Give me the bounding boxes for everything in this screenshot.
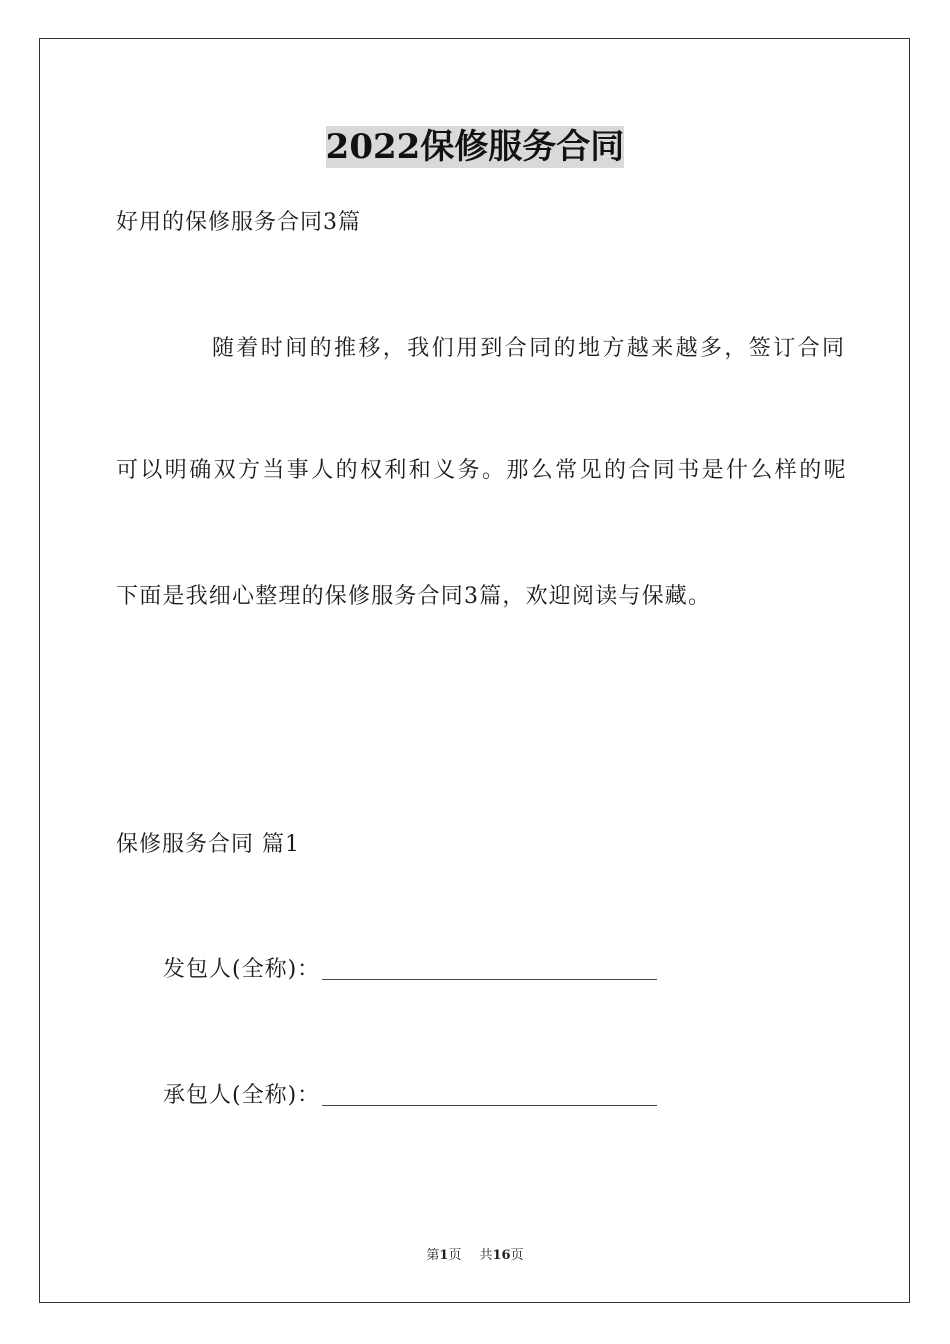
- field-contractor-label: 承包人(全称)：: [163, 1083, 321, 1108]
- document-title: 2022保修服务合同: [325, 127, 625, 167]
- footer-page-total: 16: [492, 1248, 511, 1263]
- footer-page-prefix: 第: [426, 1248, 440, 1263]
- field-employer-label: 发包人(全称)：: [163, 957, 321, 982]
- page-footer: [0, 1247, 950, 1265]
- section-heading: 保修服务合同 篇1: [116, 832, 300, 857]
- intro-line-1: 随着时间的推移，我们用到合同的地方越来越多，签订合同: [212, 336, 847, 361]
- field-contractor: [163, 1081, 657, 1111]
- footer-page-suffix: 页: [448, 1248, 462, 1263]
- footer-page-current: 1: [439, 1248, 449, 1263]
- document-subtitle: 好用的保修服务合同3篇: [116, 210, 361, 235]
- intro-line-2: 可以明确双方当事人的权利和义务。那么常见的合同书是什么样的呢: [116, 458, 849, 483]
- field-employer: [163, 955, 657, 985]
- intro-line-3: 下面是我细心整理的保修服务合同3篇，欢迎阅读与保藏。: [116, 584, 712, 609]
- title-container: [0, 126, 950, 168]
- field-contractor-blank-line: [322, 1083, 657, 1106]
- footer-total-prefix: 共: [479, 1248, 493, 1263]
- field-employer-blank-line: [322, 957, 657, 980]
- footer-total-suffix: 页: [510, 1248, 524, 1263]
